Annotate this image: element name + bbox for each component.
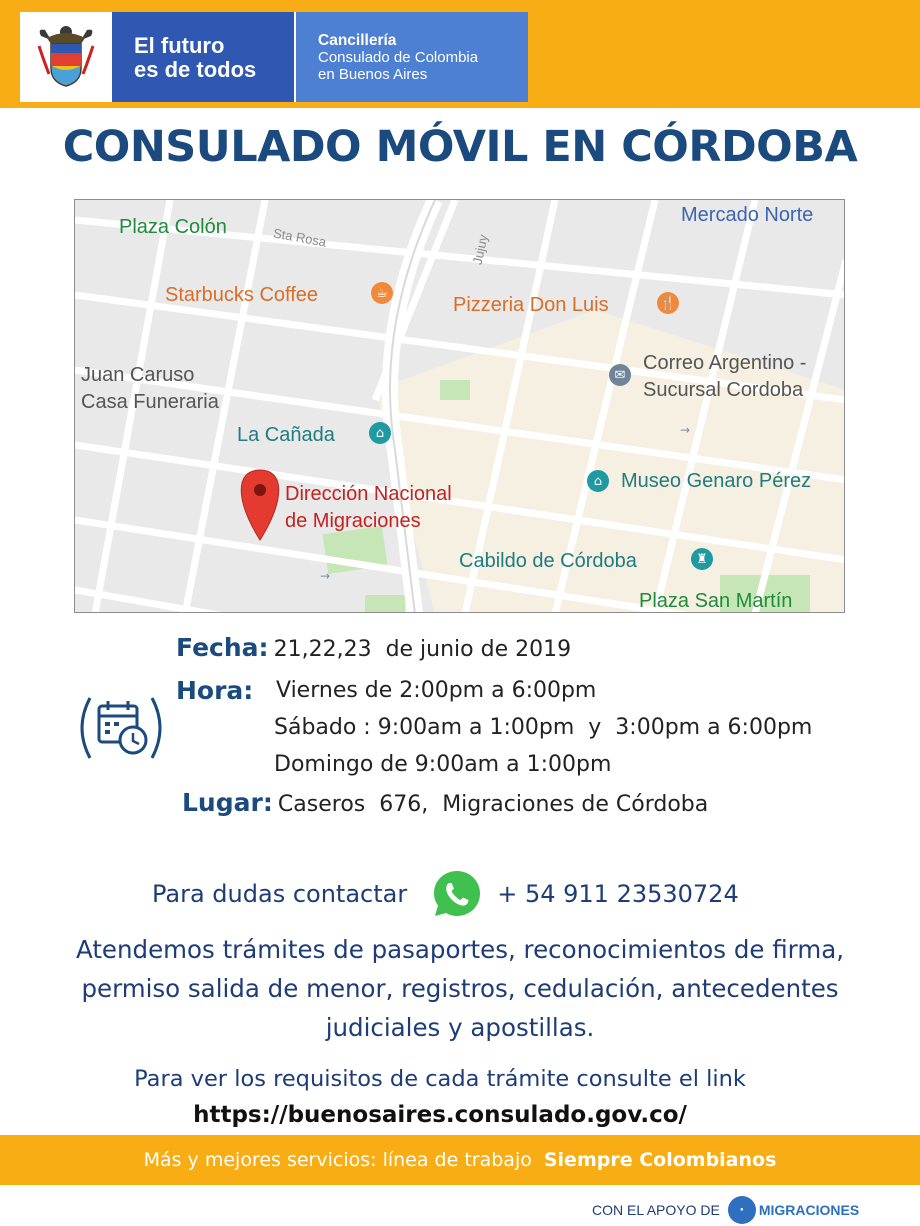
map-label-pizzeria: Pizzeria Don Luis [453,294,609,316]
post-office-icon: ✉ [609,364,631,386]
svg-text:→: → [320,569,331,583]
map-label-plaza-colon: Plaza Colón [119,216,227,238]
svg-text:→: → [680,423,691,437]
support-line [592,1196,859,1224]
fecha-row [176,633,571,662]
migraciones-logo-icon: ● [728,1196,756,1224]
requirements-text: Para ver los requisitos de cada trámite consulte el link [134,1066,746,1092]
hora-line-3: Domingo de 9:00am a 1:00pm [274,752,612,777]
slogan-line-2: es de todos [134,57,257,82]
footer-highlight: Siempre Colombianos [543,1149,777,1171]
map-label-museo: Museo Genaro Pérez [621,470,812,492]
restaurant-icon: 🍴 [657,292,679,314]
hora-row [176,676,253,705]
consulate-link[interactable]: https://buenosaires.consulado.gov.co/ [193,1102,687,1128]
map-label-juan-caruso-1: Juan Caruso [81,364,195,386]
fecha-value: 21,22,23 de junio de 2019 [273,637,572,662]
map-label-migraciones-1: Dirección Nacional [285,483,452,505]
top-banner [0,0,920,108]
whatsapp-icon[interactable] [431,868,483,920]
map-label-plaza-san-martin: Plaza San Martín [639,590,793,612]
hora-line-2: Sábado : 9:00am a 1:00pm y 3:00pm a 6:00pm [274,715,813,740]
services-line-1: Atendemos trámites de pasaportes, reconocimientos de firma, [76,935,844,964]
map-label-starbucks: Starbucks Coffee [165,284,319,306]
footer-text: Más y mejores servicios: línea de trabajo [143,1149,532,1171]
landmark-icon: ⌂ [369,422,391,444]
map-label-juan-caruso-2: Casa Funeraria [81,391,219,413]
ministry-name: Cancillería [318,32,397,49]
consulate-line-1: Consulado de Colombia [318,49,479,66]
slogan-line-1: El futuro [134,33,225,58]
lugar-value: Caseros 676, Migraciones de Córdoba [277,792,709,817]
historic-site-icon: ♜ [691,548,713,570]
cafe-icon: ☕ [371,282,393,304]
footer-banner [0,1135,920,1185]
map-label-correo-2: Sucursal Cordoba [643,379,804,401]
services-line-3: judiciales y apostillas. [325,1013,595,1042]
map-label-la-canada: La Cañada [237,424,335,446]
museum-icon: ⌂ [587,470,609,492]
hora-line-1: Viernes de 2:00pm a 6:00pm [276,678,597,703]
services-text [0,930,920,1047]
map-label-correo-1: Correo Argentino - [643,352,807,374]
contact-row [152,868,739,920]
support-text: CON EL APOYO DE [592,1202,720,1218]
map-label-mercado-norte: Mercado Norte [681,204,814,226]
consulate-line-2: en Buenos Aires [318,66,428,83]
hora-label: Hora: [176,676,254,705]
contact-phone[interactable]: + 54 911 23530724 [497,880,739,908]
government-logo [20,12,528,102]
contact-text: Para dudas contactar [152,880,408,908]
slogan [112,12,294,102]
ministry-block [294,12,528,102]
map-label-cabildo: Cabildo de Córdoba [459,550,637,572]
support-org: MIGRACIONES [758,1202,860,1218]
map-label-migraciones-2: de Migraciones [285,510,421,532]
fecha-label: Fecha: [176,633,269,662]
map-label-sta-rosa: Sta Rosa [272,225,328,250]
lugar-label: Lugar: [182,788,273,817]
location-map[interactable] [74,199,845,613]
calendar-clock-icon [76,688,166,768]
map-label-jujuy: Jujuy [469,233,491,266]
lugar-row [182,788,708,817]
services-line-2: permiso salida de menor, registros, cedulación, antecedentes [81,974,839,1003]
page-title: CONSULADO MÓVIL EN CÓRDOBA [62,122,858,172]
crest-container [20,12,112,102]
colombia-coat-of-arms-icon [35,24,97,90]
